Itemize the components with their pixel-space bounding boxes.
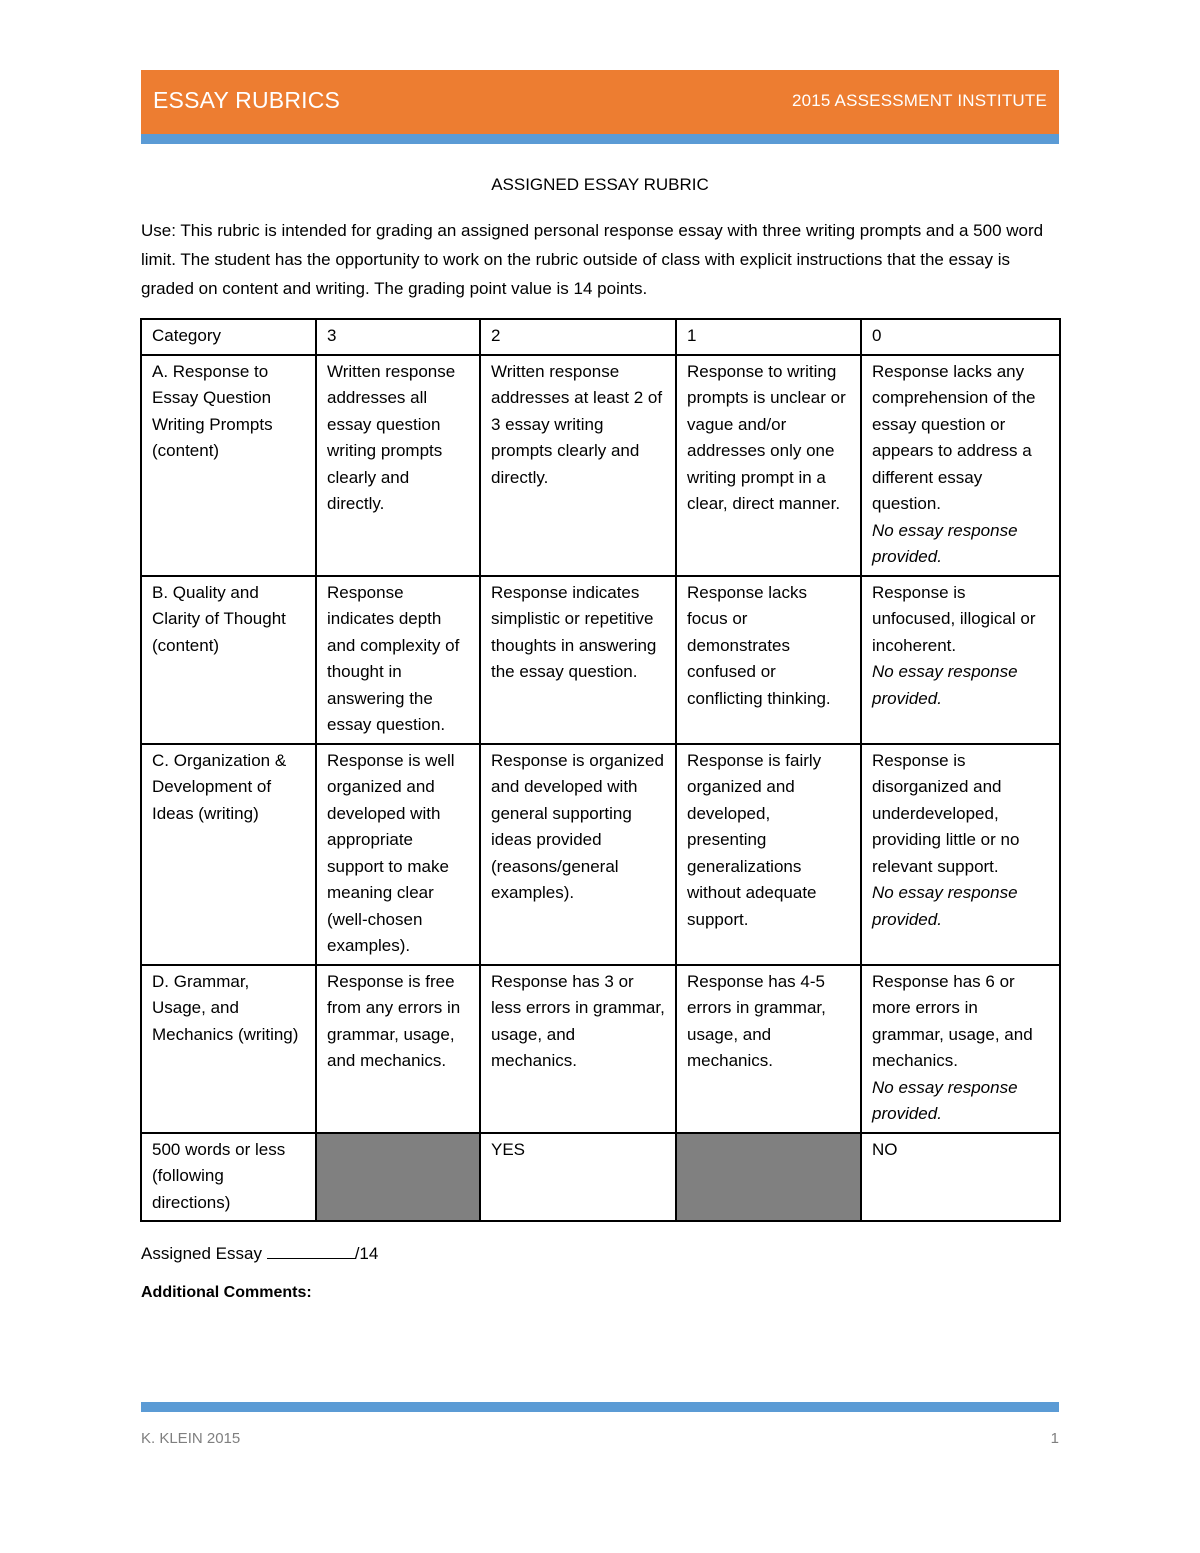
table-row: [141, 355, 1060, 576]
score-1-cell: Response to writing prompts is unclear or vague and/or addresses only one writing prompt in a clear, direct manner.: [676, 355, 861, 576]
score-3-cell: Response indicates depth and complexity of thought in answering the essay question.: [316, 576, 480, 744]
yes-cell: YES: [480, 1133, 676, 1222]
header-score-0: 0: [861, 319, 1060, 355]
header-category: Category: [141, 319, 316, 355]
no-cell: NO: [861, 1133, 1060, 1222]
no-response-note: No essay response provided.: [872, 662, 1018, 708]
shaded-cell: [316, 1133, 480, 1222]
score-0-cell: [861, 744, 1060, 965]
category-cell: B. Quality and Clarity of Thought (content): [141, 576, 316, 744]
category-cell: 500 words or less (following directions): [141, 1133, 316, 1222]
rubric-table: [140, 318, 1061, 1222]
score-2-cell: Response has 3 or less errors in grammar, usage, and mechanics.: [480, 965, 676, 1133]
score-blank-field[interactable]: [267, 1241, 355, 1259]
header-score-1: 1: [676, 319, 861, 355]
header-subtitle: 2015 ASSESSMENT INSTITUTE: [791, 91, 1047, 110]
comments-label: Additional Comments:: [141, 1284, 312, 1301]
score-3-cell: Response is free from any errors in grammar, usage, and mechanics.: [316, 965, 480, 1133]
score-2-cell: Response indicates simplistic or repetitive thoughts in answering the essay question.: [480, 576, 676, 744]
score-total: /14: [354, 1244, 379, 1263]
score-line: [141, 1241, 378, 1264]
shaded-cell: [676, 1133, 861, 1222]
score-0-cell: [861, 576, 1060, 744]
footer-stripe: [141, 1402, 1059, 1412]
no-response-note: No essay response provided.: [872, 520, 1018, 566]
score-0-text: Response lacks any comprehension of the essay question or appears to address a different essay question.: [872, 361, 1036, 513]
header-stripe: [141, 134, 1059, 144]
document-title: ASSIGNED ESSAY RUBRIC: [491, 175, 709, 194]
header-score-2: 2: [480, 319, 676, 355]
score-0-text: Response has 6 or more errors in grammar, usage, and mechanics.: [872, 971, 1033, 1070]
footer-author: K. KLEIN 2015: [141, 1430, 241, 1447]
header-band: [141, 70, 1059, 134]
no-response-note: No essay response provided.: [872, 883, 1018, 929]
header-score-3: 3: [316, 319, 480, 355]
score-2-cell: Response is organized and developed with general supporting ideas provided (reasons/general examples).: [480, 744, 676, 965]
table-row: [141, 965, 1060, 1133]
table-header-row: [141, 319, 1060, 355]
score-3-cell: Written response addresses all essay question writing prompts clearly and directly.: [316, 355, 480, 576]
score-0-cell: [861, 355, 1060, 576]
category-cell: A. Response to Essay Question Writing Prompts (content): [141, 355, 316, 576]
word-limit-row: [141, 1133, 1060, 1222]
score-1-cell: Response lacks focus or demonstrates confused or conflicting thinking.: [676, 576, 861, 744]
category-cell: D. Grammar, Usage, and Mechanics (writing): [141, 965, 316, 1133]
no-response-note: No essay response provided.: [872, 1077, 1018, 1123]
category-cell: C. Organization & Development of Ideas (writing): [141, 744, 316, 965]
score-label: Assigned Essay: [141, 1244, 262, 1263]
score-0-text: Response is unfocused, illogical or incoherent.: [872, 582, 1036, 655]
page-number: 1: [1050, 1430, 1059, 1447]
score-1-cell: Response is fairly organized and developed, presenting generalizations without adequate support.: [676, 744, 861, 965]
intro-paragraph: Use: This rubric is intended for grading an assigned personal response essay with three writing prompts and a 500 word limit. The student has the opportunity to work on the rubric outside of class with explicit instructions that the essay is graded on content and writing. The grading point value is 14 points.: [141, 221, 1044, 298]
header-title: ESSAY RUBRICS: [153, 87, 341, 113]
score-1-cell: Response has 4-5 errors in grammar, usage, and mechanics.: [676, 965, 861, 1133]
score-2-cell: Written response addresses at least 2 of 3 essay writing prompts clearly and directly.: [480, 355, 676, 576]
table-row: [141, 744, 1060, 965]
table-row: [141, 576, 1060, 744]
score-0-cell: [861, 965, 1060, 1133]
score-3-cell: Response is well organized and developed with appropriate support to make meaning clear (well-chosen examples).: [316, 744, 480, 965]
score-0-text: Response is disorganized and underdeveloped, providing little or no relevant support.: [872, 750, 1020, 876]
